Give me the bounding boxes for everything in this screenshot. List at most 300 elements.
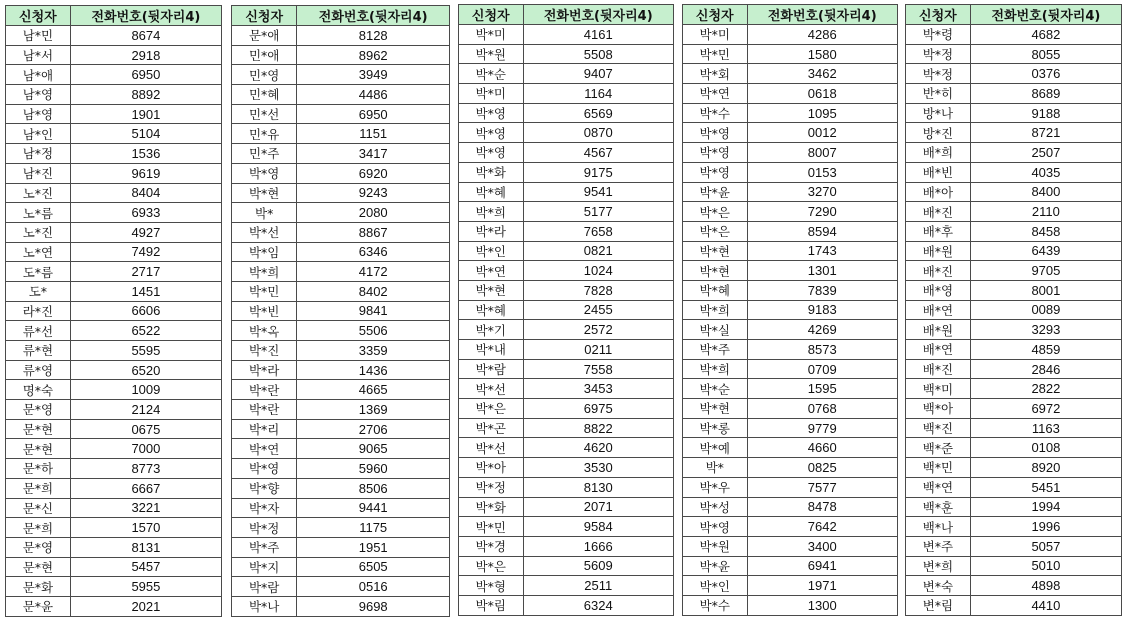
applicant-name-cell: 박*정 [906,44,971,64]
phone-last4-cell: 5010 [970,556,1121,576]
phone-last4-cell: 8478 [747,497,898,517]
phone-last4-cell: 9779 [747,418,898,438]
applicant-name-cell: 박*영 [683,162,748,182]
table-row [906,44,1122,64]
table-row [906,399,1122,419]
phone-last4-cell: 4035 [970,162,1121,182]
table-row [459,25,674,45]
phone-last4-cell: 9407 [523,64,674,84]
phone-last4-cell: 1095 [747,103,898,123]
table-row [459,379,674,399]
phone-last4-cell: 7642 [747,517,898,537]
phone-last4-cell: 3530 [523,458,674,478]
phone-last4-cell: 2110 [970,202,1121,222]
phone-column-header: 전화번호(뒷자리4) [747,5,898,25]
table-row [683,517,898,537]
phone-last4-cell: 8962 [297,45,450,65]
applicant-name-cell: 박*희 [459,202,524,222]
phone-last4-cell: 3453 [523,379,674,399]
table-row [459,359,674,379]
phone-last4-cell: 4859 [970,340,1121,360]
applicant-name-cell: 배*진 [906,202,971,222]
header-row [232,6,450,26]
applicant-name-cell: 박*경 [459,536,524,556]
table-row [6,26,222,46]
applicant-name-cell: 박*민 [232,281,297,301]
phone-last4-cell: 8128 [297,26,450,46]
applicant-name-cell: 배*원 [906,320,971,340]
applicant-name-cell: 문*영 [6,537,71,557]
applicant-name-cell: 민*애 [232,45,297,65]
applicant-name-cell: 박*영 [683,143,748,163]
table-row [459,458,674,478]
applicant-name-cell: 백*미 [906,379,971,399]
table-row [6,183,222,203]
applicant-name-cell: 남*정 [6,144,71,164]
phone-last4-cell: 4665 [297,380,450,400]
table-row [683,359,898,379]
table-row [683,418,898,438]
applicant-name-cell: 백*준 [906,438,971,458]
table-row [232,537,450,557]
phone-last4-cell: 2455 [523,300,674,320]
phone-last4-cell: 5451 [970,477,1121,497]
phone-last4-cell: 7000 [70,439,221,459]
table-row [906,517,1122,537]
table-row [232,85,450,105]
phone-last4-cell: 2080 [297,203,450,223]
name-column-header: 신청자 [6,6,71,26]
table-row [906,418,1122,438]
name-column-header: 신청자 [459,5,524,25]
table-row [459,103,674,123]
phone-last4-cell: 0516 [297,577,450,597]
phone-last4-cell: 6606 [70,301,221,321]
phone-last4-cell: 1301 [747,261,898,281]
table-row [232,518,450,538]
applicant-name-cell: 박*형 [459,576,524,596]
table-row [6,341,222,361]
table-row [6,459,222,479]
table-row [683,438,898,458]
phone-last4-cell: 3417 [297,144,450,164]
phone-last4-cell: 3293 [970,320,1121,340]
phone-last4-cell: 1570 [70,518,221,538]
applicant-table-3 [458,4,674,616]
name-column-header: 신청자 [906,5,971,25]
table-row [232,557,450,577]
applicant-name-cell: 박*라 [232,360,297,380]
phone-last4-cell: 4620 [523,438,674,458]
phone-last4-cell: 3400 [747,536,898,556]
table-row [906,556,1122,576]
applicant-name-cell: 박*옥 [232,321,297,341]
phone-last4-cell: 0675 [70,419,221,439]
applicant-name-cell: 남*민 [6,26,71,46]
applicant-name-cell: 박*희 [683,359,748,379]
phone-last4-cell: 8689 [970,84,1121,104]
table-row [906,595,1122,615]
applicant-name-cell: 박* [683,458,748,478]
phone-last4-cell: 9441 [297,498,450,518]
applicant-name-cell: 백*진 [906,418,971,438]
table-row [232,262,450,282]
applicant-name-cell: 남*영 [6,85,71,105]
applicant-name-cell: 반*히 [906,84,971,104]
table-row [6,222,222,242]
applicant-name-cell: 박*화 [459,162,524,182]
phone-last4-cell: 8055 [970,44,1121,64]
applicant-name-cell: 방*진 [906,123,971,143]
phone-last4-cell: 7839 [747,280,898,300]
table-row [906,340,1122,360]
table-row [906,280,1122,300]
table-row [232,498,450,518]
applicant-name-cell: 박*정 [232,518,297,538]
table-row [906,202,1122,222]
table-row [232,65,450,85]
applicant-name-cell: 박*영 [459,123,524,143]
table-row [459,261,674,281]
phone-last4-cell: 0768 [747,399,898,419]
phone-last4-cell: 2706 [297,419,450,439]
table-row [6,262,222,282]
phone-last4-cell: 2021 [70,596,221,616]
applicant-name-cell: 박*순 [459,64,524,84]
table-row [232,360,450,380]
phone-column-header: 전화번호(뒷자리4) [297,6,450,26]
table-row [232,163,450,183]
phone-last4-cell: 1164 [523,84,674,104]
applicant-name-cell: 박*나 [232,596,297,616]
table-row [906,497,1122,517]
phone-last4-cell: 1151 [297,124,450,144]
phone-last4-cell: 7828 [523,280,674,300]
applicant-name-cell: 배*후 [906,221,971,241]
phone-last4-cell: 2822 [970,379,1121,399]
phone-last4-cell: 8001 [970,280,1121,300]
applicant-name-cell: 박*롱 [683,418,748,438]
table-row [683,123,898,143]
phone-last4-cell: 0821 [523,241,674,261]
phone-last4-cell: 8130 [523,477,674,497]
phone-last4-cell: 9619 [70,163,221,183]
header-row [459,5,674,25]
table-row [232,144,450,164]
phone-last4-cell: 6933 [70,203,221,223]
table-row [683,595,898,615]
phone-last4-cell: 8892 [70,85,221,105]
phone-last4-cell: 5457 [70,557,221,577]
table-row [232,439,450,459]
phone-last4-cell: 4269 [747,320,898,340]
applicant-name-cell: 박*영 [683,517,748,537]
applicant-name-cell: 박*곤 [459,418,524,438]
phone-last4-cell: 8674 [70,26,221,46]
applicant-name-cell: 박*영 [683,123,748,143]
table-row [906,103,1122,123]
applicant-name-cell: 박*란 [232,400,297,420]
applicant-name-cell: 박*인 [459,241,524,261]
applicant-name-cell: 박*현 [459,280,524,300]
table-row [906,143,1122,163]
phone-last4-cell: 6569 [523,103,674,123]
phone-last4-cell: 6520 [70,360,221,380]
table-row [683,536,898,556]
applicant-name-cell: 박*수 [683,595,748,615]
phone-last4-cell: 5955 [70,577,221,597]
table-row [906,25,1122,45]
applicant-name-cell: 박*영 [232,459,297,479]
table-row [906,261,1122,281]
table-row [906,221,1122,241]
applicant-name-cell: 민*영 [232,65,297,85]
applicant-name-cell: 배*진 [906,359,971,379]
applicant-name-cell: 박*람 [232,577,297,597]
table-row [906,64,1122,84]
phone-last4-cell: 1009 [70,380,221,400]
phone-last4-cell: 1580 [747,44,898,64]
phone-last4-cell: 1436 [297,360,450,380]
table-row [906,458,1122,478]
applicant-name-cell: 박*예 [683,438,748,458]
applicant-name-cell: 백*아 [906,399,971,419]
applicant-name-cell: 박*기 [459,320,524,340]
phone-last4-cell: 8773 [70,459,221,479]
applicant-name-cell: 박*임 [232,242,297,262]
phone-last4-cell: 0618 [747,84,898,104]
phone-last4-cell: 3462 [747,64,898,84]
phone-last4-cell: 4486 [297,85,450,105]
table-row [683,221,898,241]
table-row [906,536,1122,556]
table-row [232,26,450,46]
phone-last4-cell: 4172 [297,262,450,282]
applicant-name-cell: 문*애 [232,26,297,46]
applicant-name-cell: 박*연 [232,439,297,459]
table-row [459,84,674,104]
applicant-name-cell: 박*희 [683,300,748,320]
phone-last4-cell: 8402 [297,281,450,301]
applicant-name-cell: 배*희 [906,143,971,163]
applicant-table-2 [231,5,450,617]
applicant-name-cell: 백*나 [906,517,971,537]
applicant-name-cell: 노*연 [6,242,71,262]
applicant-name-cell: 문*신 [6,498,71,518]
applicant-name-cell: 박*정 [906,64,971,84]
table-row [6,577,222,597]
phone-last4-cell: 0870 [523,123,674,143]
phone-last4-cell: 1300 [747,595,898,615]
phone-last4-cell: 4161 [523,25,674,45]
phone-last4-cell: 0089 [970,300,1121,320]
applicant-name-cell: 박*영 [232,163,297,183]
phone-last4-cell: 8400 [970,182,1121,202]
phone-last4-cell: 9698 [297,596,450,616]
phone-last4-cell: 0709 [747,359,898,379]
phone-last4-cell: 0012 [747,123,898,143]
applicant-name-cell: 박*선 [232,222,297,242]
applicant-name-cell: 문*현 [6,439,71,459]
header-row [906,5,1122,25]
phone-last4-cell: 5506 [297,321,450,341]
table-row [459,399,674,419]
applicant-name-cell: 박*내 [459,340,524,360]
applicant-name-cell: 남*인 [6,124,71,144]
applicant-name-cell: 박*미 [459,84,524,104]
applicant-name-cell: 변*림 [906,595,971,615]
phone-last4-cell: 2846 [970,359,1121,379]
phone-last4-cell: 6667 [70,478,221,498]
applicant-name-cell: 백*훈 [906,497,971,517]
phone-last4-cell: 1451 [70,281,221,301]
applicant-name-cell: 박*실 [683,320,748,340]
table-row [459,477,674,497]
table-row [683,143,898,163]
applicant-name-cell: 박*원 [683,536,748,556]
table-row [232,242,450,262]
phone-last4-cell: 2572 [523,320,674,340]
table-row [906,576,1122,596]
table-row [6,45,222,65]
table-row [683,241,898,261]
table-row [6,163,222,183]
applicant-name-cell: 류*현 [6,341,71,361]
applicant-name-cell: 류*선 [6,321,71,341]
table-row [683,162,898,182]
table-row [906,241,1122,261]
applicant-name-cell: 문*현 [6,419,71,439]
applicant-name-cell: 박*연 [683,84,748,104]
table-row [6,380,222,400]
table-row [232,301,450,321]
table-row [459,182,674,202]
phone-last4-cell: 0376 [970,64,1121,84]
phone-last4-cell: 0825 [747,458,898,478]
phone-last4-cell: 2507 [970,143,1121,163]
table-row [683,202,898,222]
table-row [232,380,450,400]
table-row [683,399,898,419]
applicant-name-cell: 배*진 [906,261,971,281]
phone-last4-cell: 3359 [297,341,450,361]
phone-column-header: 전화번호(뒷자리4) [970,5,1121,25]
table-row [459,340,674,360]
table-row [6,596,222,616]
applicant-name-cell: 박*리 [232,419,297,439]
table-row [6,498,222,518]
table-row [459,280,674,300]
table-row [6,478,222,498]
phone-column-header: 전화번호(뒷자리4) [70,6,221,26]
phone-last4-cell: 1951 [297,537,450,557]
phone-last4-cell: 2071 [523,497,674,517]
phone-last4-cell: 7558 [523,359,674,379]
table-row [683,458,898,478]
table-row [459,320,674,340]
phone-last4-cell: 9065 [297,439,450,459]
header-row [683,5,898,25]
table-row [459,123,674,143]
header-row [6,6,222,26]
applicant-name-cell: 박*지 [232,557,297,577]
applicant-name-cell: 박*우 [683,477,748,497]
table-row [906,84,1122,104]
applicant-name-cell: 박*아 [459,458,524,478]
table-row [232,124,450,144]
phone-last4-cell: 7290 [747,202,898,222]
table-row [683,477,898,497]
phone-last4-cell: 5057 [970,536,1121,556]
phone-last4-cell: 2124 [70,400,221,420]
applicant-name-cell: 박*현 [683,241,748,261]
phone-last4-cell: 9705 [970,261,1121,281]
phone-last4-cell: 8007 [747,143,898,163]
phone-last4-cell: 8920 [970,458,1121,478]
table-row [906,477,1122,497]
phone-last4-cell: 4286 [747,25,898,45]
phone-last4-cell: 5609 [523,556,674,576]
applicant-table-4 [682,4,898,616]
table-row [683,25,898,45]
applicant-name-cell: 민*유 [232,124,297,144]
phone-last4-cell: 9841 [297,301,450,321]
table-row [232,341,450,361]
table-row [906,162,1122,182]
applicant-name-cell: 박*인 [683,576,748,596]
table-row [683,497,898,517]
phone-last4-cell: 4567 [523,143,674,163]
table-row [683,300,898,320]
applicant-name-cell: 류*영 [6,360,71,380]
table-row [459,595,674,615]
applicant-name-cell: 박*라 [459,221,524,241]
applicant-name-cell: 박*수 [683,103,748,123]
applicant-name-cell: 변*희 [906,556,971,576]
applicant-name-cell: 박*미 [459,25,524,45]
applicant-name-cell: 박*순 [683,379,748,399]
table-row [906,379,1122,399]
table-row [459,556,674,576]
applicant-name-cell: 변*주 [906,536,971,556]
phone-last4-cell: 8404 [70,183,221,203]
phone-last4-cell: 7577 [747,477,898,497]
table-row [232,183,450,203]
table-row [6,439,222,459]
applicant-name-cell: 문*하 [6,459,71,479]
phone-last4-cell: 8131 [70,537,221,557]
phone-last4-cell: 8506 [297,478,450,498]
table-row [232,203,450,223]
table-row [6,124,222,144]
applicant-name-cell: 박*빈 [232,301,297,321]
phone-last4-cell: 6505 [297,557,450,577]
applicant-name-cell: 박*영 [459,143,524,163]
phone-last4-cell: 1666 [523,536,674,556]
table-row [906,123,1122,143]
table-row [232,45,450,65]
applicant-name-cell: 박*현 [232,183,297,203]
table-row [906,320,1122,340]
table-row [6,321,222,341]
applicant-name-cell: 배*빈 [906,162,971,182]
table-row [459,517,674,537]
phone-last4-cell: 2717 [70,262,221,282]
phone-last4-cell: 6941 [747,556,898,576]
phone-last4-cell: 5508 [523,44,674,64]
applicant-name-cell: 도* [6,281,71,301]
table-row [459,576,674,596]
